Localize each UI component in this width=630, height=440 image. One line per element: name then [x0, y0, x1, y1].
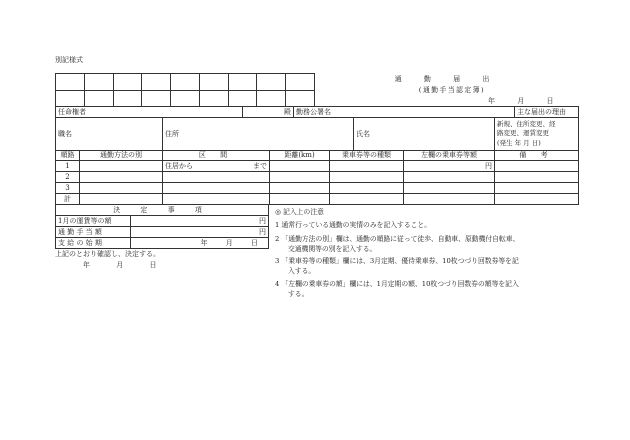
decision-row: [56, 227, 269, 238]
stamp-cell[interactable]: [113, 91, 142, 107]
decision-value[interactable]: 年 月 日: [131, 238, 269, 249]
stamp-cell[interactable]: [171, 91, 200, 107]
stamp-cell[interactable]: [228, 91, 257, 107]
distance-cell[interactable]: [270, 172, 330, 183]
ticket-type-cell[interactable]: [330, 194, 404, 205]
form-title: 通 勤 届 出: [394, 75, 500, 83]
header-commute-method: 通勤方法の別: [80, 151, 163, 161]
address-field[interactable]: 住所: [163, 118, 354, 151]
approval-stamp-grid: [55, 73, 315, 107]
stamp-cell[interactable]: [199, 91, 228, 107]
ticket-amount-cell[interactable]: [404, 183, 495, 194]
table-row-total: [56, 194, 579, 205]
method-cell[interactable]: [80, 172, 163, 183]
personal-info-table: [55, 117, 579, 151]
commute-route-table: [55, 150, 579, 205]
stamp-cell[interactable]: [286, 74, 315, 91]
stamp-cell[interactable]: [142, 91, 171, 107]
stamp-cell[interactable]: [199, 74, 228, 91]
honorific-label: 殿: [243, 107, 294, 118]
note-item: 2 「通勤方法の別」欄は、通勤の順路に従って徒歩、自動車、原動機付自転車、: [275, 235, 520, 243]
decision-header: 決 定 事 項: [56, 205, 269, 216]
table-row: [56, 183, 579, 194]
attachment-label: 別記様式: [55, 56, 83, 64]
main-reason-label: 主な届出の理由: [515, 107, 579, 118]
header-section: 区 間: [163, 151, 270, 161]
decision-value[interactable]: 円: [131, 227, 269, 238]
stamp-cell[interactable]: [286, 91, 315, 107]
ticket-type-cell[interactable]: [330, 172, 404, 183]
ticket-amount-cell[interactable]: [404, 172, 495, 183]
reason-options-cell[interactable]: [495, 118, 579, 151]
decision-label: 支 給 の 始 期: [56, 238, 131, 249]
stamp-cell[interactable]: [84, 74, 113, 91]
distance-cell[interactable]: [270, 161, 330, 172]
section-cell[interactable]: [163, 194, 270, 205]
reason-option-line: 路変更、運賃変更: [497, 129, 549, 138]
confirmation-date: 年 月 日: [83, 261, 169, 269]
decision-label: 通 勤 手 当 額: [56, 227, 131, 238]
note-item: 4 「左欄の乗車券の額」欄には、1月定期の額、10枚つづり回数券の額等を記入: [275, 280, 519, 288]
stamp-cell[interactable]: [56, 91, 85, 107]
decision-row: [56, 216, 269, 227]
notes-header: ◎ 記入上の注意: [275, 208, 324, 216]
section-from-label: 住居から: [165, 161, 193, 170]
form-subtitle: (通勤手当認定簿): [418, 86, 486, 94]
header-distance: 距離(km): [270, 151, 330, 161]
ticket-amount-cell[interactable]: [404, 194, 495, 205]
stamp-cell[interactable]: [171, 74, 200, 91]
ticket-amount-cell[interactable]: 円: [404, 161, 495, 172]
header-route-order: 順路: [56, 151, 80, 161]
reason-option-line: 新規、住所変更、経: [497, 119, 556, 128]
name-field[interactable]: 氏名: [354, 118, 495, 151]
confirmation-text: 上記のとおり確認し、決定する。: [55, 250, 160, 258]
remarks-cell[interactable]: [495, 161, 579, 172]
total-label: 計: [56, 194, 80, 205]
ticket-type-cell[interactable]: [330, 161, 404, 172]
office-name-label: 勤務公署名: [294, 107, 515, 118]
reason-option-line: (発生 年 月 日): [497, 138, 541, 147]
method-cell[interactable]: [80, 194, 163, 205]
distance-cell[interactable]: [270, 194, 330, 205]
post-field[interactable]: 職名: [56, 118, 163, 151]
note-item-continuation: 交通機関等の別を記入する。: [288, 245, 377, 253]
route-number: 3: [56, 183, 80, 194]
table-row: [56, 161, 579, 172]
section-cell[interactable]: [163, 161, 270, 172]
note-item-continuation: する。: [288, 290, 309, 298]
note-item-continuation: 入する。: [288, 267, 316, 275]
stamp-cell[interactable]: [142, 74, 171, 91]
remarks-cell[interactable]: [495, 183, 579, 194]
header-ticket-type: 乗車券等の種類: [330, 151, 404, 161]
decision-row: [56, 238, 269, 249]
remarks-cell[interactable]: [495, 194, 579, 205]
ticket-type-cell[interactable]: [330, 183, 404, 194]
stamp-cell[interactable]: [228, 74, 257, 91]
decision-label: 1月の運賃等の額: [56, 216, 131, 227]
note-item: 3 「乗車券等の種類」欄には、3月定期、優待乗車券、10枚つづり回数券等を記: [275, 257, 519, 265]
stamp-cell[interactable]: [257, 91, 286, 107]
table-row: [56, 172, 579, 183]
decision-value[interactable]: 円: [131, 216, 269, 227]
appointer-label: 任命権者: [56, 107, 243, 118]
stamp-cell[interactable]: [257, 74, 286, 91]
header-remarks: 備 考: [495, 151, 579, 161]
header-ticket-amount: 左欄の乗車券等額: [404, 151, 495, 161]
section-cell[interactable]: [163, 172, 270, 183]
route-number: 1: [56, 161, 80, 172]
stamp-cell[interactable]: [113, 74, 142, 91]
stamp-cell[interactable]: [56, 74, 85, 91]
remarks-cell[interactable]: [495, 172, 579, 183]
method-cell[interactable]: [80, 161, 163, 172]
note-item: 1 通常行っている通勤の実情のみを記入すること。: [275, 221, 432, 229]
distance-cell[interactable]: [270, 183, 330, 194]
route-number: 2: [56, 172, 80, 183]
form-date-line: 年 月 日: [488, 97, 564, 105]
decision-table: [55, 204, 269, 249]
section-to-label: まで: [253, 161, 267, 170]
stamp-cell[interactable]: [84, 91, 113, 107]
section-cell[interactable]: [163, 183, 270, 194]
method-cell[interactable]: [80, 183, 163, 194]
